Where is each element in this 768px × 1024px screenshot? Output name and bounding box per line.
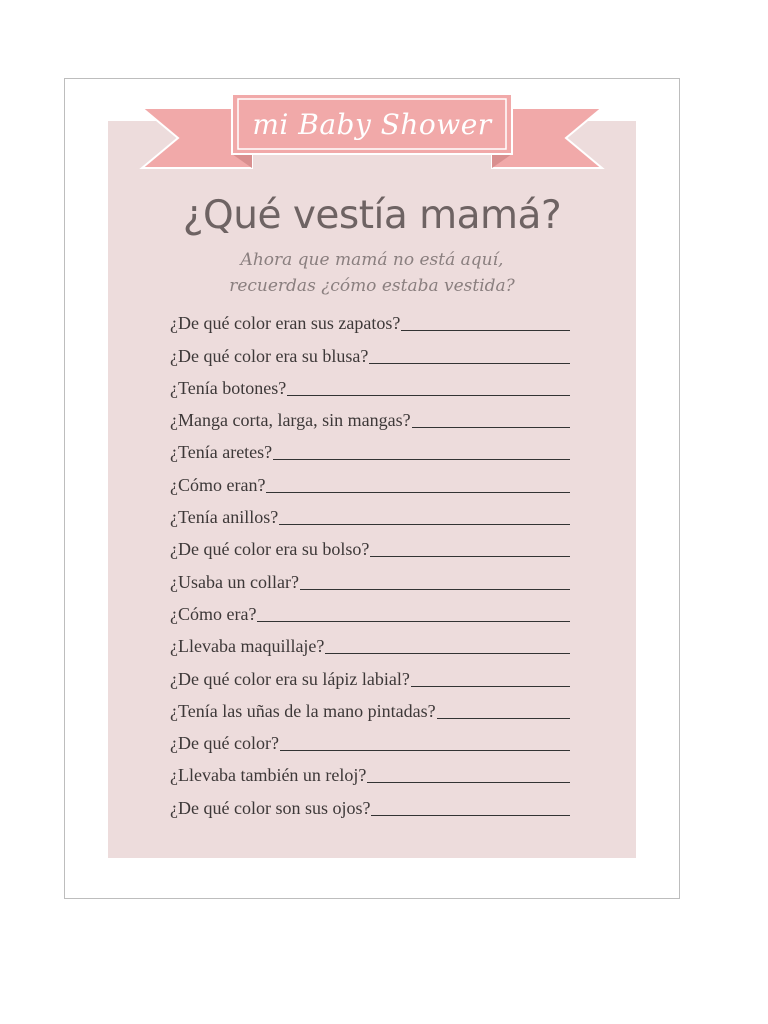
answer-line[interactable] — [280, 749, 570, 751]
question-row — [170, 789, 570, 821]
answer-line[interactable] — [369, 362, 570, 364]
answer-line[interactable] — [367, 781, 570, 783]
answer-line[interactable] — [412, 426, 570, 428]
answer-line[interactable] — [300, 588, 570, 590]
answer-line[interactable] — [273, 458, 570, 460]
question-row — [170, 757, 570, 789]
question-text: ¿Llevaba maquillaje? — [170, 636, 325, 657]
question-text: ¿Manga corta, larga, sin mangas? — [170, 410, 411, 431]
question-row — [170, 628, 570, 660]
question-text: ¿De qué color son sus ojos? — [170, 797, 371, 818]
question-text: ¿Usaba un collar? — [170, 571, 299, 592]
answer-line[interactable] — [257, 620, 570, 622]
question-text: ¿Tenía anillos? — [170, 507, 279, 528]
question-text: ¿De qué color? — [170, 733, 279, 754]
subtitle — [108, 247, 636, 299]
question-row — [170, 531, 570, 563]
question-row — [170, 466, 570, 498]
question-row — [170, 596, 570, 628]
question-row — [170, 370, 570, 402]
question-row — [170, 660, 570, 692]
question-row — [170, 337, 570, 369]
question-text: ¿De qué color eran sus zapatos? — [170, 313, 401, 334]
answer-line[interactable] — [371, 814, 570, 816]
question-text: ¿De qué color era su blusa? — [170, 345, 369, 366]
question-text: ¿De qué color era su lápiz labial? — [170, 668, 410, 689]
page-title: ¿Qué vestía mamá? — [182, 193, 562, 238]
answer-line[interactable] — [411, 685, 570, 687]
question-row — [170, 499, 570, 531]
question-text: ¿Tenía las uñas de la mano pintadas? — [170, 700, 436, 721]
question-row — [170, 563, 570, 595]
answer-line[interactable] — [437, 717, 570, 719]
question-text: ¿De qué color era su bolso? — [170, 539, 370, 560]
subtitle-line-2: recuerdas ¿cómo estaba vestida? — [229, 276, 515, 296]
answer-line[interactable] — [401, 329, 570, 331]
subtitle-line-1: Ahora que mamá no está aquí, — [240, 250, 504, 270]
answer-line[interactable] — [370, 555, 570, 557]
question-row — [170, 693, 570, 725]
question-row — [170, 434, 570, 466]
question-list — [170, 305, 570, 822]
answer-line[interactable] — [279, 523, 570, 525]
question-text: ¿Tenía aretes? — [170, 442, 273, 463]
question-text: ¿Llevaba también un reloj? — [170, 765, 367, 786]
answer-line[interactable] — [287, 394, 570, 396]
question-text: ¿Tenía botones? — [170, 377, 287, 398]
answer-line[interactable] — [325, 652, 570, 654]
ribbon-text: mi Baby Shower — [252, 107, 492, 141]
answer-line[interactable] — [266, 491, 570, 493]
question-row — [170, 402, 570, 434]
question-text: ¿Cómo eran? — [170, 474, 266, 495]
question-row — [170, 725, 570, 757]
question-row — [170, 305, 570, 337]
question-text: ¿Cómo era? — [170, 603, 257, 624]
